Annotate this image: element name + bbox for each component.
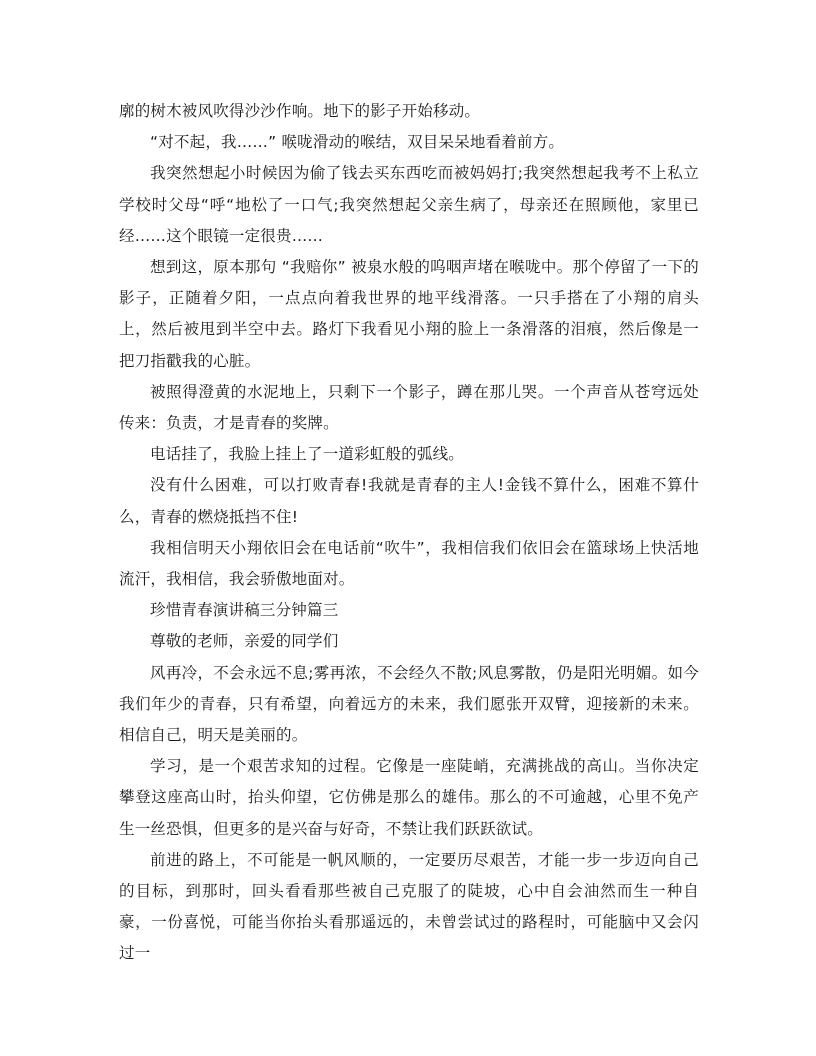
paragraph: 廓的树木被风吹得沙沙作响。地下的影子开始移动。: [119, 102, 481, 120]
paragraph: 风再冷，不会永远不息;雾再浓，不会经久不散;风息雾散，仍是阳光明媚。如今我们年少的青春，只有希望，向着远方的未来，我们愿张开双臂，迎接新的未来。相信自己，明天是美丽的。: [119, 663, 699, 745]
paragraph: 被照得澄黄的水泥地上，只剩下一个影子，蹲在那儿哭。一个声音从苍穹远处传来：负责，才是青春的奖牌。: [119, 382, 699, 433]
paragraph: “对不起，我……” 喉咙滑动的喉结，双目呆呆地看着前方。: [150, 133, 565, 152]
document-page: [119, 96, 699, 970]
paragraph: 前进的路上，不可能是一帆风顺的，一定要历尽艰苦，才能一步一步迈向自己的目标，到那时，回头看看那些被自己克服了的陡坡，心中自会油然而生一种自豪，一份喜悦，可能当你抬头看那遥远的，未曾尝试过的路程时，可能脑中又会闪过一: [119, 850, 699, 963]
paragraph: 电话挂了，我脸上挂上了一道彩虹般的弧线。: [150, 445, 465, 464]
section-heading: 珍惜青春演讲稿三分钟篇三: [150, 601, 339, 620]
paragraph: 想到这，原本那句 “我赔你” 被泉水般的呜咽声堵在喉咙中。那个停留了一下的影子，正随着夕阳，一点点向着我世界的地平线滑落。一只手搭在了小翔的肩头上，然后被甩到半空中去。路灯下我看见小翔的脸上一条滑落的泪痕，然后像是一把刀指戳我的心脏。: [119, 258, 699, 370]
salutation: 尊敬的老师，亲爱的同学们: [150, 632, 339, 651]
paragraph: 没有什么困难，可以打败青春!我就是青春的主人!金钱不算什么，困难不算什么，青春的燃烧抵挡不住!: [119, 476, 699, 526]
paragraph: 学习，是一个艰苦求知的过程。它像是一座陡峭，充满挑战的高山。当你决定攀登这座高山时，抬头仰望，它仿佛是那么的雄伟。那么的不可逾越，心里不免产生一丝恐惧，但更多的是兴奋与好奇，不禁让我们跃跃欲试。: [119, 757, 699, 838]
paragraph: 我突然想起小时候因为偷了钱去买东西吃而被妈妈打;我突然想起我考不上私立学校时父母“呼“地松了一口气;我突然想起父亲生病了，母亲还在照顾他，家里已经……这个眼镜一定很贵……: [119, 164, 699, 245]
paragraph: 我相信明天小翔依旧会在电话前“吹牛”，我相信我们依旧会在篮球场上快活地流汗，我相信，我会骄傲地面对。: [119, 538, 699, 589]
